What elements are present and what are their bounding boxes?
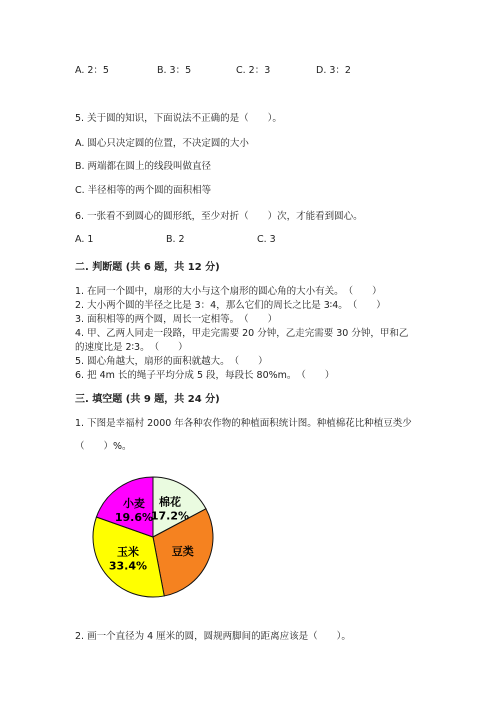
- q6-option-b: B. 2: [166, 234, 185, 245]
- q4-option-c: C. 2：3: [236, 65, 271, 76]
- fill-q2: 2. 画一个直径为 4 厘米的圆，圆规两脚间的距离应该是（ ）。: [75, 631, 351, 642]
- fill-q1-line1: 1. 下图是幸福村 2000 年各种农作物的种植面积统计图。种植棉花比种植豆类少: [75, 418, 412, 429]
- pie-label-value-2: 33.4%: [108, 559, 148, 573]
- q5-option-b: B. 两端都在圆上的线段叫做直径: [75, 161, 212, 172]
- q4-option-b: B. 3：5: [157, 65, 192, 76]
- q4-option-d: D. 3：2: [316, 65, 351, 76]
- q5-option-a: A. 圆心只决定圆的位置，不决定圆的大小: [75, 138, 249, 149]
- pie-label-value-0: 17.2%: [150, 509, 190, 523]
- judge-item-4-cont: 的速度比是 2∶3。 （ ）: [75, 342, 188, 353]
- judge-item-1: 1. 在同一个圆中，扇形的大小与这个扇形的圆心角的大小有关。 （ ）: [75, 286, 382, 297]
- pie-label-name-0: 棉花: [158, 495, 181, 509]
- q6-option-c: C. 3: [257, 234, 276, 245]
- judge-item-6: 6. 把 4m 长的绳子平均分成 5 段，每段长 80%m。 （ ）: [75, 370, 335, 381]
- q4-option-a: A. 2：5: [75, 65, 109, 76]
- pie-label-name-2: 玉米: [116, 545, 139, 559]
- pie-label-name-1: 豆类: [171, 545, 194, 559]
- judge-item-3: 3. 面积相等的两个圆，周长一定相等。 （ ）: [75, 314, 278, 325]
- section3-heading: 三. 填空题 (共 9 题，共 24 分): [75, 394, 220, 405]
- section2-heading: 二. 判断题 (共 6 题，共 12 分): [75, 262, 220, 273]
- judge-item-5: 5. 圆心角越大，扇形的面积就越大。 （ ）: [75, 356, 268, 367]
- pie-chart: [78, 467, 228, 607]
- fill-q1-line2: （ ）%。: [75, 441, 132, 452]
- q6-stem: 6. 一张看不到圆心的圆形纸，至少对折（ ）次，才能看到圆心。: [75, 211, 363, 222]
- q5-stem: 5. 关于圆的知识，下面说法不正确的是（ ）。: [75, 113, 282, 124]
- q6-option-a: A. 1: [75, 234, 94, 245]
- pie-label-name-3: 小麦: [122, 497, 145, 511]
- pie-label-value-3: 19.6%: [114, 511, 154, 525]
- judge-item-2: 2. 大小两个圆的半径之比是 3：4，那么它们的周长之比是 3∶4。 （ ）: [75, 300, 386, 311]
- q5-option-c: C. 半径相等的两个圆的面积相等: [75, 185, 212, 196]
- judge-item-4: 4. 甲、乙两人同走一段路，甲走完需要 20 分钟，乙走完需要 30 分钟，甲和乙: [75, 328, 409, 339]
